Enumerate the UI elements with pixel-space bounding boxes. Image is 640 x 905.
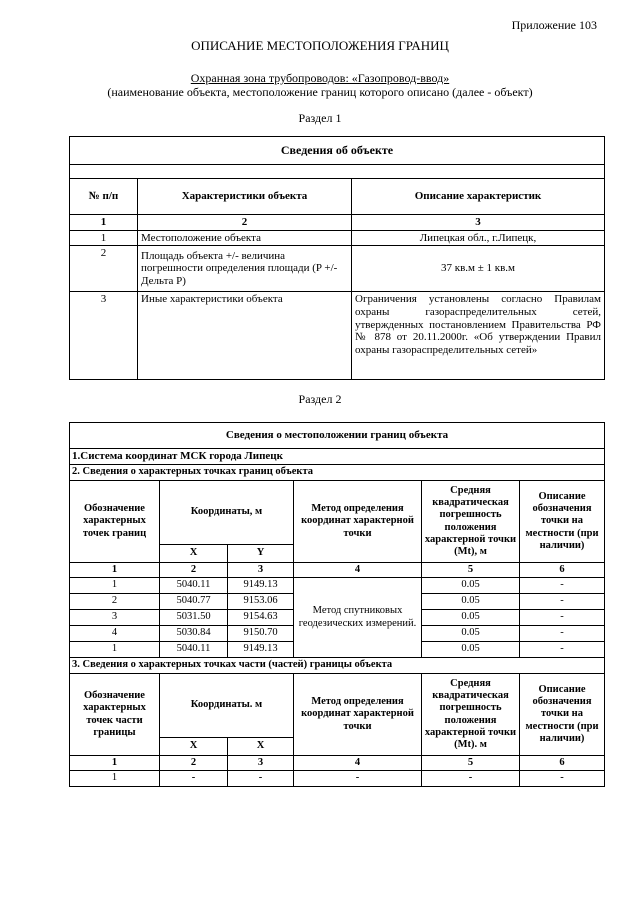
spacer-row — [70, 165, 605, 179]
row-description: 37 кв.м ± 1 кв.м — [352, 246, 605, 292]
index-cell: 2 — [160, 563, 228, 578]
col-number-header: № п/п — [70, 179, 138, 215]
col-coords-header: Координаты, м — [160, 481, 294, 545]
point-number: 4 — [70, 626, 160, 642]
object-info-caption: Сведения об объекте — [70, 137, 605, 165]
row-description: Липецкая обл., г.Липецк, — [352, 230, 605, 246]
index-cell: 5 — [422, 756, 520, 771]
section-1-label: Раздел 1 — [298, 111, 342, 125]
boundary-table — [69, 422, 605, 787]
object-info-table — [69, 136, 605, 380]
col-y-header: Y — [228, 545, 294, 563]
index-cell: 1 — [70, 756, 160, 771]
index-cell: 6 — [520, 563, 605, 578]
index-cell: 1 — [70, 215, 138, 231]
point-number: 3 — [70, 610, 160, 626]
part-point-y: - — [228, 771, 294, 787]
part-section-title: 3. Сведения о характерных точках части (частей) границы объекта — [70, 658, 605, 674]
index-cell: 4 — [294, 563, 422, 578]
col-description-header: Описание обозначения точки на местности (при наличии) — [520, 481, 605, 563]
point-number: 1 — [70, 578, 160, 594]
point-x: 5031.50 — [160, 610, 228, 626]
point-accuracy: 0.05 — [422, 578, 520, 594]
col-x-header: X — [160, 545, 228, 563]
coordinate-system: 1.Система координат МСК города Липецк — [70, 449, 605, 465]
index-cell: 4 — [294, 756, 422, 771]
col-part-y-header: X — [228, 738, 294, 756]
col-part-description-header: Описание обозначения точки на местности (при наличии) — [520, 674, 605, 756]
section-2-label: Раздел 2 — [298, 392, 342, 406]
point-y: 9149.13 — [228, 578, 294, 594]
row-number: 1 — [70, 230, 138, 246]
point-accuracy: 0.05 — [422, 610, 520, 626]
object-name: Охранная зона трубопроводов: «Газопровод-ввод» — [190, 71, 450, 85]
point-accuracy: 0.05 — [422, 642, 520, 658]
row-number: 2 — [70, 246, 138, 292]
col-point-header: Обозначение характерных точек границ — [70, 481, 160, 563]
point-number: 2 — [70, 594, 160, 610]
part-point-accuracy: - — [422, 771, 520, 787]
index-cell: 3 — [352, 215, 605, 231]
part-row — [70, 771, 605, 787]
col-part-x-header: X — [160, 738, 228, 756]
row-characteristic: Иные характеристики объекта — [138, 292, 352, 380]
col-part-point-header: Обозначение характерных точек части границы — [70, 674, 160, 756]
col-description-header: Описание характеристик — [352, 179, 605, 215]
point-number: 1 — [70, 642, 160, 658]
object-name-note: (наименование объекта, местоположение границ которого описано (далее - объект) — [107, 85, 533, 99]
index-cell: 3 — [228, 563, 294, 578]
point-description: - — [520, 626, 605, 642]
point-x: 5040.77 — [160, 594, 228, 610]
appendix-label: Приложение 103 — [511, 18, 597, 32]
point-accuracy: 0.05 — [422, 594, 520, 610]
point-accuracy: 0.05 — [422, 626, 520, 642]
point-y: 9154.63 — [228, 610, 294, 626]
index-cell: 5 — [422, 563, 520, 578]
point-y: 9150.70 — [228, 626, 294, 642]
point-y: 9149.13 — [228, 642, 294, 658]
points-section-title: 2. Сведения о характерных точках границ объекта — [70, 465, 605, 481]
part-point-number: 1 — [70, 771, 160, 787]
boundary-caption: Сведения о местоположении границ объекта — [70, 423, 605, 449]
point-y: 9153.06 — [228, 594, 294, 610]
col-part-accuracy-header: Средняя квадратическая погрешность положения характерной точки (Mt). м — [422, 674, 520, 756]
col-accuracy-header: Средняя квадратическая погрешность положения характерной точки (Mt), м — [422, 481, 520, 563]
point-description: - — [520, 594, 605, 610]
document-title: ОПИСАНИЕ МЕСТОПОЛОЖЕНИЯ ГРАНИЦ — [191, 38, 449, 53]
index-cell: 1 — [70, 563, 160, 578]
point-row — [70, 578, 605, 594]
point-x: 5040.11 — [160, 578, 228, 594]
col-part-method-header: Метод определения координат характерной точки — [294, 674, 422, 756]
index-cell: 3 — [228, 756, 294, 771]
index-cell: 6 — [520, 756, 605, 771]
row-description: Ограничения установлены согласно Правилам охраны газораспределительных сетей, утвержденных постановлением Правительства РФ № 878 от 20.11.2000г. «Об утверждении Правил охраны газораспределительных сетей» — [352, 292, 605, 380]
part-point-x: - — [160, 771, 228, 787]
index-cell: 2 — [138, 215, 352, 231]
row-characteristic: Площадь объекта +/- величина погрешности определения площади (P +/- Дельта P) — [138, 246, 352, 292]
row-number: 3 — [70, 292, 138, 380]
point-method: Метод спутниковых геодезических измерений. — [294, 578, 422, 658]
index-cell: 2 — [160, 756, 228, 771]
col-part-coords-header: Координаты. м — [160, 674, 294, 738]
point-x: 5030.84 — [160, 626, 228, 642]
part-point-method: - — [294, 771, 422, 787]
point-x: 5040.11 — [160, 642, 228, 658]
part-point-description: - — [520, 771, 605, 787]
col-characteristic-header: Характеристики объекта — [138, 179, 352, 215]
point-description: - — [520, 578, 605, 594]
point-description: - — [520, 610, 605, 626]
col-method-header: Метод определения координат характерной точки — [294, 481, 422, 563]
point-description: - — [520, 642, 605, 658]
row-characteristic: Местоположение объекта — [138, 230, 352, 246]
